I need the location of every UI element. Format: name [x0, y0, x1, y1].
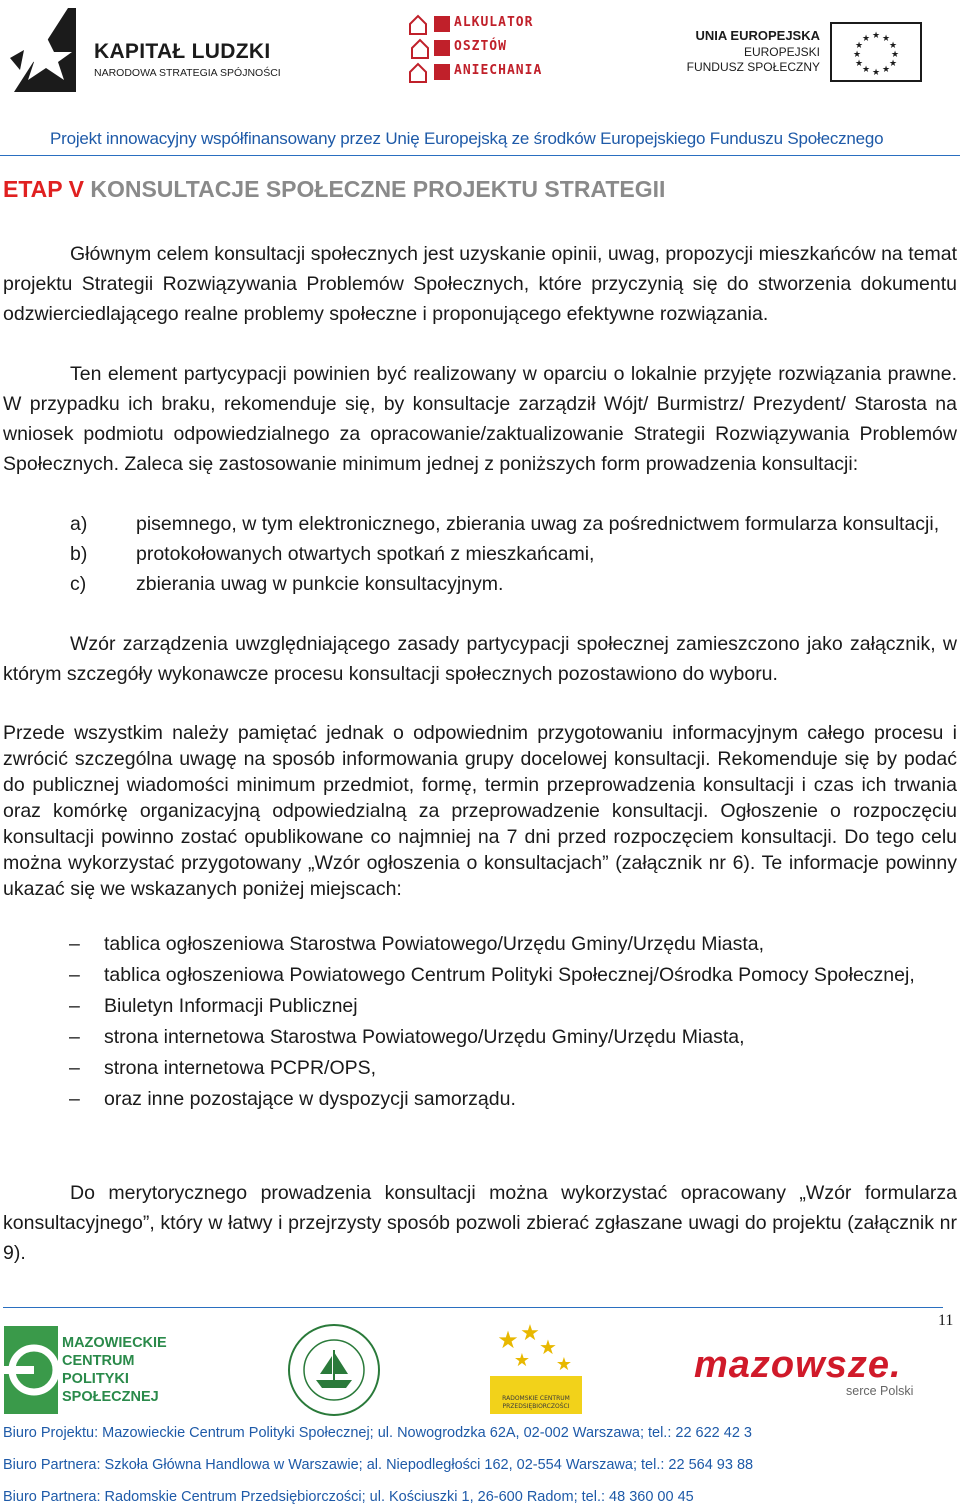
- rcp-line-1: RADOMSKIE CENTRUM: [502, 1395, 570, 1402]
- page-number: 11: [938, 1312, 954, 1329]
- publication-places-list: [3, 929, 957, 1115]
- dash-marker: –: [69, 1057, 80, 1079]
- list-marker: c): [70, 573, 87, 595]
- list-item: [3, 960, 957, 991]
- paragraph-information: Przede wszystkim należy pamiętać jednak o odpowiednim przygotowaniu informacyjnym całego procesu i zwrócić szczególna uwagę na sposób informowania grupy docelowej konsultacji. Rekomenduje się by podać do publicznej wiadomości minimum przedmiot, formę, termin przeprowadzenia konsultacji i czas ich trwania oraz komórkę organizacyjną odpowiedzialną za przeprowadzenie konsultacji. Ogłoszenie o rozpoczęciu konsultacji powinno zostać opublikowane co najmniej na 7 dni przed rozpoczęciem konsultacji. Do tego celu można wykorzystać przygotowany „Wzór ogłoszenia o konsultacjach” (załącznik nr 6). Te informacje powinny ukazać się we wskazanych poniżej miejscach:: [3, 722, 957, 900]
- svg-text:★: ★: [861, 34, 871, 44]
- project-cofinancing-line: Projekt innowacyjny współfinansowany przez Unię Europejską ze środków Europejskiego Funduszu Społecznego: [50, 129, 884, 148]
- svg-text:★: ★: [555, 1354, 573, 1375]
- rcp-line-2: PRZEDSIĘBIORCZOŚCI: [502, 1403, 570, 1410]
- dash-marker: –: [69, 964, 80, 986]
- eu-flag-icon: [830, 22, 922, 82]
- ue-line-1: UNIA EUROPEJSKA: [695, 28, 820, 43]
- paragraph-regulation-template: Wzór zarządzenia uwzględniającego zasady partycypacji społecznej zamieszczono jako załącznik, w którym szczegóły wykonawcze procesu konsultacji społecznych pozostawiono do wyboru.: [3, 633, 957, 685]
- list-item: [3, 569, 957, 599]
- mcps-line-4: SPOŁECZNEJ: [62, 1389, 159, 1405]
- kapital-ludzki-subtitle: NARODOWA STRATEGIA SPÓJNOŚCI: [94, 67, 281, 79]
- section-title-stage: ETAP V: [3, 176, 84, 202]
- svg-text:★: ★: [890, 50, 900, 60]
- list-item-text: tablica ogłoszeniowa Powiatowego Centrum Polityki Społecznej/Ośrodka Pomocy Społecznej,: [104, 964, 915, 986]
- list-marker: b): [70, 543, 88, 565]
- footer-partner-sgh: Biuro Partnera: Szkoła Główna Handlowa w Warszawie; al. Niepodległości 162, 02-554 Warszawa; tel.: 22 564 93 88: [3, 1457, 754, 1473]
- svg-text:★: ★: [881, 34, 891, 44]
- dash-marker: –: [69, 1026, 80, 1048]
- header-divider: [0, 155, 960, 156]
- list-item: [3, 509, 957, 539]
- list-item: [3, 1084, 957, 1115]
- list-item-text: protokołowanych otwartych spotkań z mieszkańcami,: [136, 543, 595, 565]
- ue-efs-logo: [686, 18, 930, 88]
- list-item-text: oraz inne pozostające w dyspozycji samorządu.: [104, 1088, 516, 1110]
- kapital-ludzki-logo: [10, 6, 300, 92]
- paragraph-goal: Głównym celem konsultacji społecznych jest uzyskanie opinii, uwag, propozycji mieszkańców na temat projektu Strategii Rozwiązywania Problemów Społecznych, które przyczynią się do stworzenia dokumentu odzwierciedlającego realne problemy społeczne i proponującego efektywne rozwiązania.: [3, 243, 957, 325]
- list-item-text: Biuletyn Informacji Publicznej: [104, 995, 358, 1017]
- sgh-seal-logo: [286, 1322, 382, 1418]
- list-item-text: pisemnego, w tym elektronicznego, zbierania uwag za pośrednictwem formularza konsultacji,: [136, 513, 940, 535]
- list-item-text: tablica ogłoszeniowa Starostwa Powiatowego/Urzędu Gminy/Urzędu Miasta,: [104, 933, 765, 955]
- list-item: [3, 539, 957, 569]
- rcp-stars-icon: [486, 1320, 586, 1416]
- houses-icon: [408, 12, 434, 84]
- svg-text:★: ★: [852, 50, 862, 60]
- letter-k-box: [434, 16, 450, 32]
- kalkulator-line-2: OSZTÓW: [454, 39, 507, 54]
- mcps-line-2: CENTRUM: [62, 1353, 135, 1369]
- mcps-line-3: POLITYKI: [62, 1371, 129, 1387]
- rcp-logo: [486, 1320, 586, 1416]
- sgh-seal-icon: [286, 1322, 382, 1418]
- list-item-text: strona internetowa PCPR/OPS,: [104, 1057, 377, 1079]
- dash-marker: –: [69, 1088, 80, 1110]
- mazowsze-logo: [694, 1344, 930, 1404]
- kapital-ludzki-emblem-icon: [10, 6, 90, 92]
- kalkulator-line-1: ALKULATOR: [454, 15, 534, 30]
- section-title: [3, 176, 665, 203]
- svg-text:★: ★: [497, 1326, 519, 1354]
- svg-text:★: ★: [520, 1321, 540, 1346]
- list-item: [3, 1022, 957, 1053]
- list-item-text: strona internetowa Starostwa Powiatowego/Urzędu Gminy/Urzędu Miasta,: [104, 1026, 745, 1048]
- mazowsze-tagline: serce Polski: [846, 1384, 914, 1398]
- svg-text:★: ★: [888, 41, 898, 51]
- ue-line-2: EUROPEJSKI: [743, 45, 820, 59]
- dash-marker: –: [69, 933, 80, 955]
- svg-text:★: ★: [854, 41, 864, 51]
- svg-text:★: ★: [881, 65, 891, 75]
- svg-text:★: ★: [539, 1335, 557, 1359]
- list-item: [3, 929, 957, 960]
- footer-project-office: Biuro Projektu: Mazowieckie Centrum Polityki Społecznej; ul. Nowogrodzka 62A, 02-002 Warszawa; tel.: 22 622 42 3: [3, 1425, 752, 1441]
- mcps-line-1: MAZOWIECKIE: [62, 1335, 167, 1351]
- letter-k-box: [434, 40, 450, 56]
- dash-marker: –: [69, 995, 80, 1017]
- mcps-emblem-icon: [4, 1326, 58, 1414]
- ue-line-3: FUNDUSZ SPOŁECZNY: [686, 60, 820, 74]
- mazowsze-wordmark: mazowsze.: [694, 1344, 902, 1386]
- svg-text:★: ★: [871, 68, 881, 78]
- footer-divider: [3, 1307, 943, 1308]
- svg-text:★: ★: [513, 1350, 531, 1371]
- consultation-forms-list: [3, 509, 957, 599]
- paragraph-participation: Ten element partycypacji powinien być realizowany w oparciu o lokalnie przyjęte rozwiązania prawne. W przypadku ich braku, rekomenduje się, by konsultacje zarządził Wójt/ Burmistrz/ Prezydent/ Starosta na wniosek podmiotu odpowiedzialnego za opracowanie/zaktualizowanie Strategii Rozwiązywania Problemów Społecznych. Zaleca się zastosowanie minimum jednej z poniższych form prowadzenia konsultacji:: [3, 363, 957, 475]
- section-title-name: KONSULTACJE SPOŁECZNE PROJEKTU STRATEGII: [90, 176, 666, 202]
- list-item-text: zbierania uwag w punkcie konsultacyjnym.: [136, 573, 504, 595]
- list-item: [3, 1053, 957, 1084]
- svg-text:★: ★: [888, 59, 898, 69]
- letter-z-box: [434, 64, 450, 80]
- svg-text:★: ★: [871, 31, 881, 41]
- kapital-ludzki-title: KAPITAŁ LUDZKI: [94, 40, 271, 63]
- svg-text:★: ★: [861, 65, 871, 75]
- paragraph-consultation-form: Do merytorycznego prowadzenia konsultacji można wykorzystać opracowany „Wzór formularza konsultacyjnego”, który w łatwy i przejrzysty sposób pozwoli zbierać zgłaszane uwagi do projektu (załącznik nr 9).: [3, 1182, 957, 1264]
- list-marker: a): [70, 513, 88, 535]
- mcps-logo: [4, 1324, 174, 1416]
- list-item: [3, 991, 957, 1022]
- kalkulator-line-3: ANIECHANIA: [454, 63, 543, 78]
- footer-partner-rcp: Biuro Partnera: Radomskie Centrum Przedsiębiorczości; ul. Kościuszki 1, 26-600 Radom; tel.: 48 360 00 45: [3, 1489, 694, 1505]
- kalkulator-kosztow-logo: [408, 12, 578, 84]
- svg-text:★: ★: [854, 59, 864, 69]
